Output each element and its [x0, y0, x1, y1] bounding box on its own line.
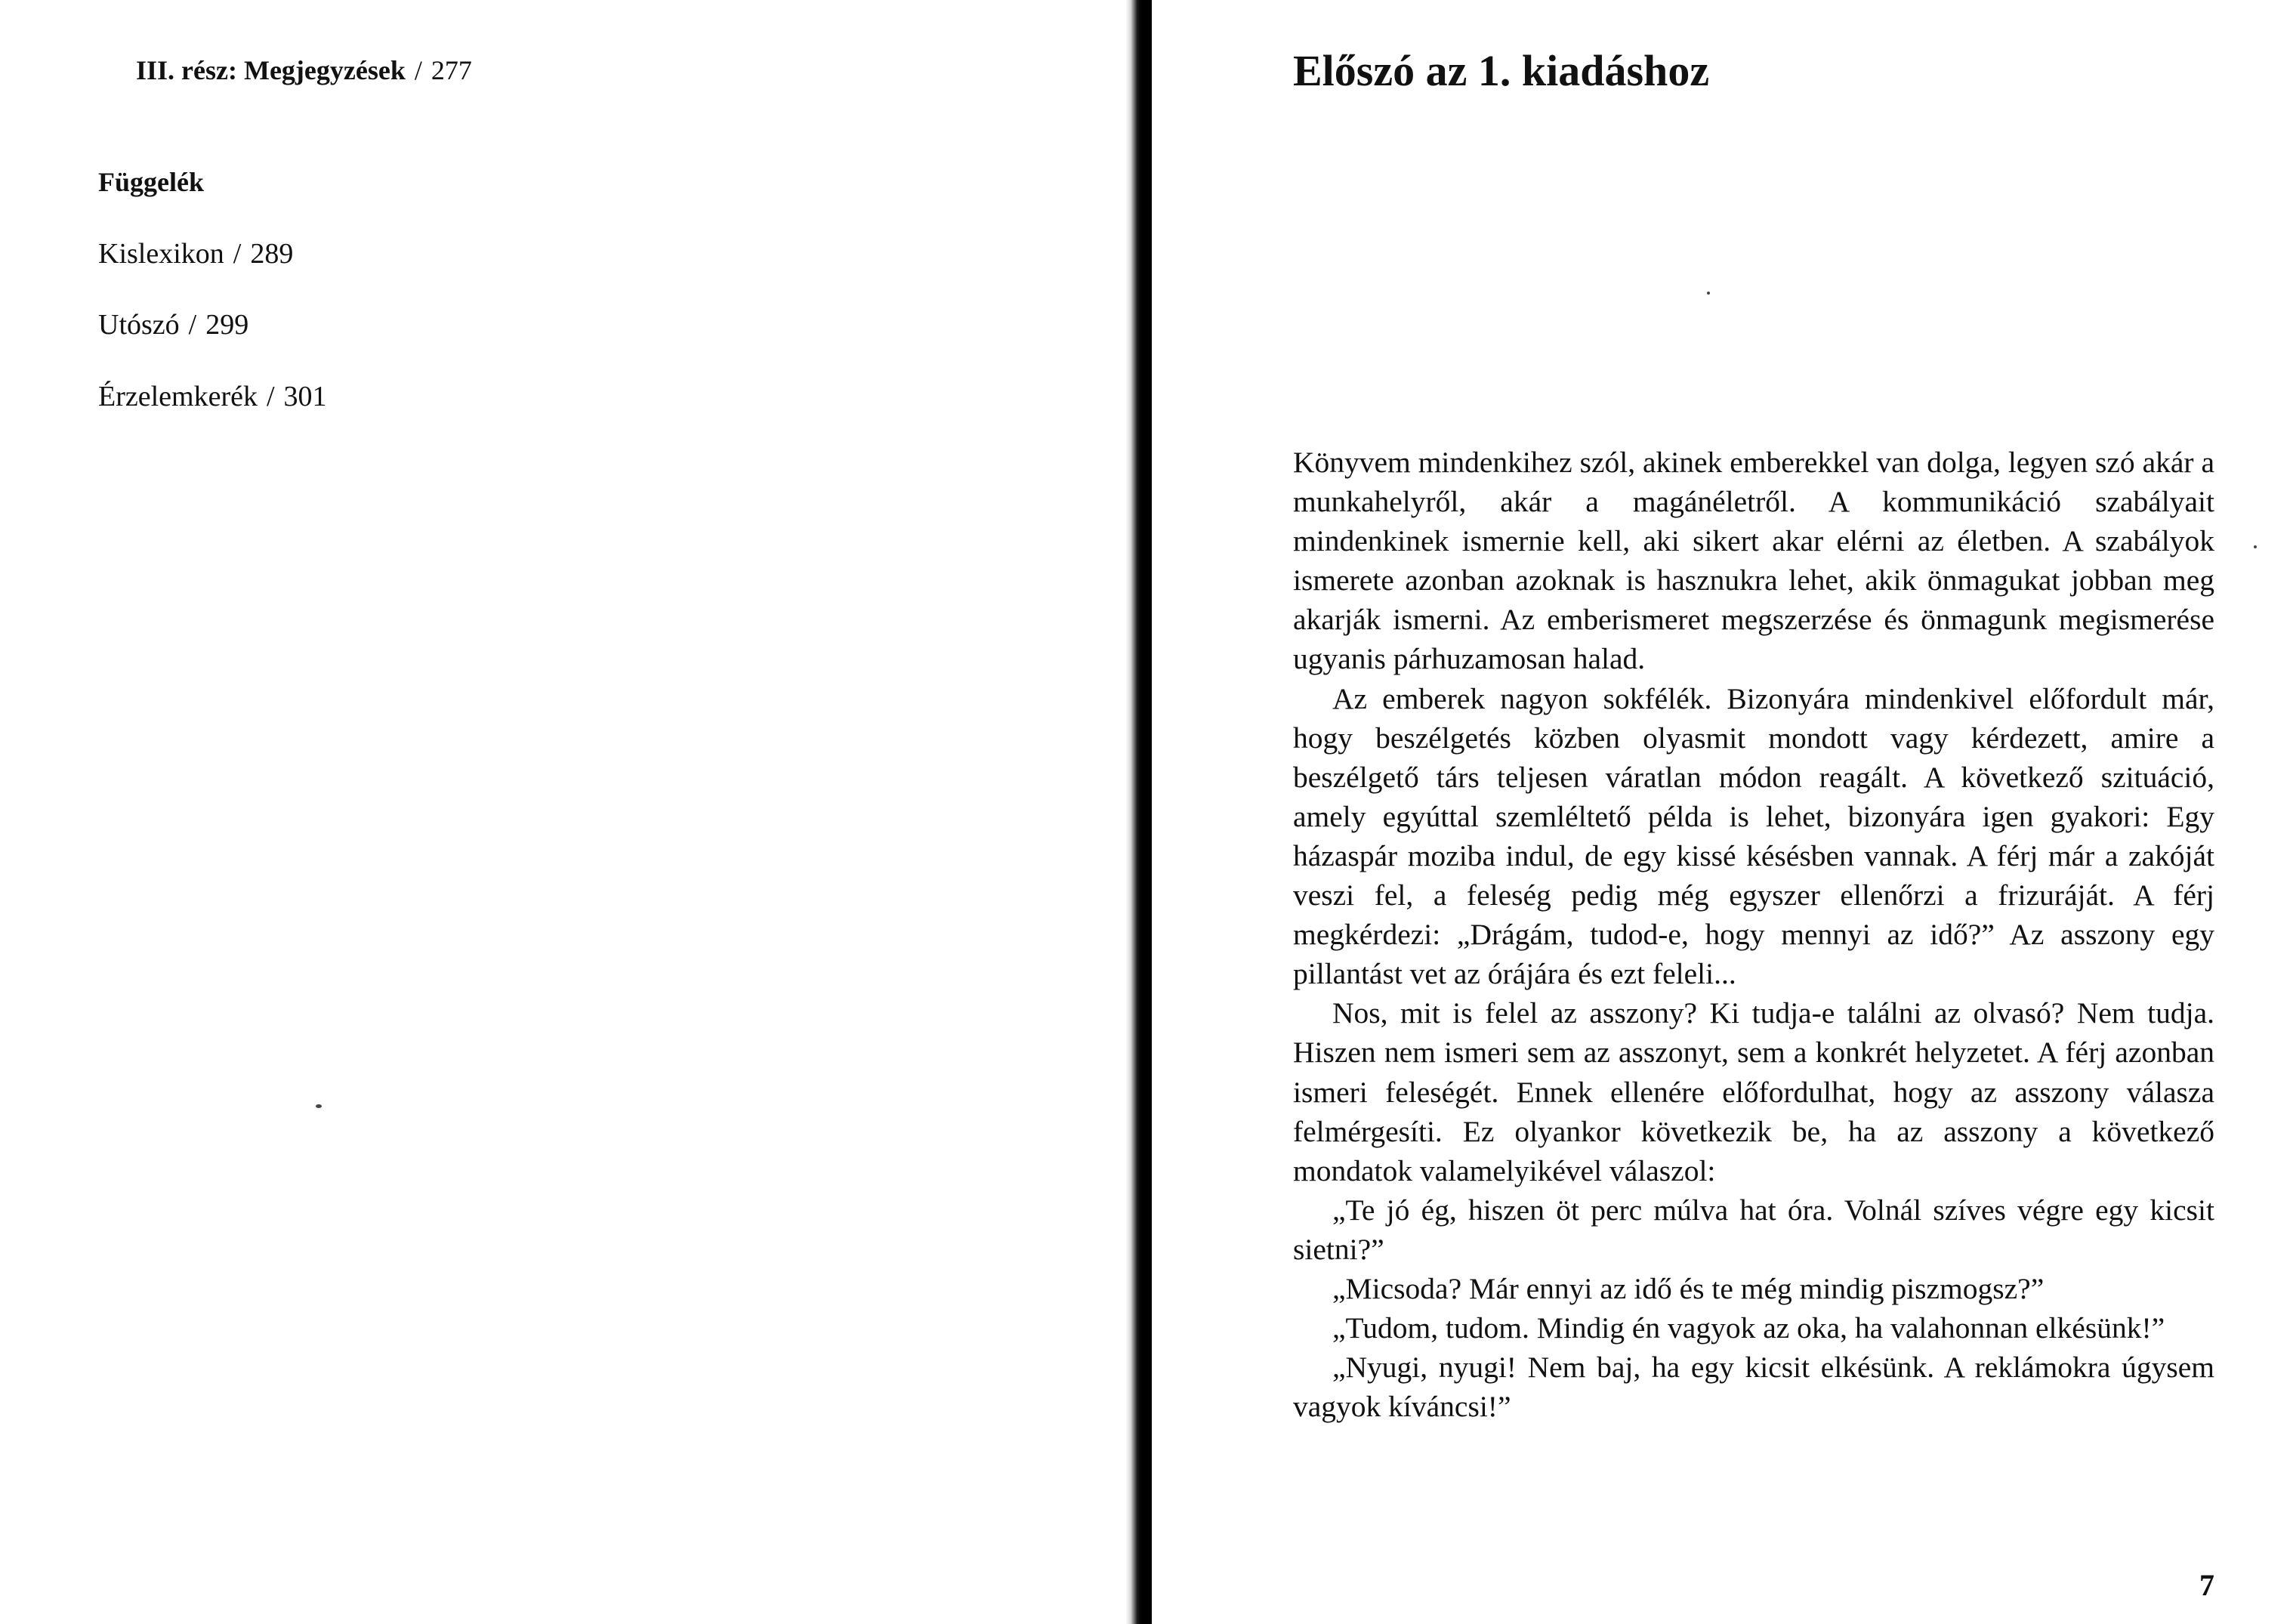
book-gutter-shadow: [1125, 0, 1152, 1624]
toc-entry-title: Kislexikon: [98, 238, 224, 270]
toc-separator: /: [233, 238, 242, 270]
toc-part-title: III. rész: Megjegyzések: [136, 55, 406, 85]
paragraph: Az emberek nagyon sokfélék. Bizonyára mindenkivel előfordult már, hogy beszélgetés közben olyasmit mondott vagy kérdezett, amire a beszélgető társ teljesen váratlan módon reagált. A következő szituáció, amely egyúttal szemléltető példa is lehet, bizonyára igen gyakori: Egy házaspár moziba indul, de egy kissé késésben vannak. A férj már a zakóját veszi fel, a feleség pedig még egyszer ellenőrzi a frizuráját. A férj megkérdezi: „Drágám, tudod-e, hogy mennyi az idő?” Az asszony egy pillantást vet az órájára és ezt feleli...: [1293, 681, 2214, 991]
right-page: [1152, 0, 2293, 1624]
left-page: [0, 0, 1125, 1624]
toc-part-header: [136, 54, 472, 86]
toc-separator: /: [414, 55, 422, 85]
toc-entry-title: Érzelemkerék: [98, 381, 258, 412]
toc-separator: /: [188, 309, 197, 341]
body-text: [1293, 443, 2214, 1426]
toc-entry-title: Utószó: [98, 309, 180, 341]
toc-entry: [98, 380, 327, 413]
toc-page-number: 277: [431, 55, 472, 85]
scan-speck: [1707, 292, 1710, 295]
page-number: 7: [2199, 1568, 2214, 1602]
toc-entry: [98, 308, 248, 341]
quote-paragraph: „Micsoda? Már ennyi az idő és te még mindig piszmogsz?”: [1332, 1271, 2045, 1305]
quote-paragraph: „Te jó ég, hiszen öt perc múlva hat óra. Volnál szíves végre egy kicsit sietni?”: [1293, 1193, 2214, 1266]
toc-section-title: Függelék: [98, 167, 204, 197]
toc-page-number: 299: [205, 309, 249, 341]
quote-paragraph: „Nyugi, nyugi! Nem baj, ha egy kicsit elkésünk. A reklámokra úgysem vagyok kíváncsi!”: [1293, 1351, 2214, 1424]
toc-page-number: 289: [250, 238, 294, 270]
toc-page-number: 301: [283, 381, 327, 412]
scan-speck: [316, 1104, 322, 1108]
toc-separator: /: [266, 381, 275, 412]
chapter-title: Előszó az 1. kiadáshoz: [1293, 46, 1710, 95]
paragraph: Nos, mit is felel az asszony? Ki tudja-e találni az olvasó? Nem tudja. Hiszen nem ismeri sem az asszonyt, sem a konkrét helyzetet. A férj azonban ismeri feleségét. Ennek ellenére előfordulhat, hogy az asszony válasza felmérgesíti. Ez olyankor következik be, ha az asszony a következő mondatok valamelyikével válaszol:: [1293, 996, 2214, 1187]
scan-speck: [2254, 545, 2257, 548]
toc-entry: [98, 237, 293, 270]
quote-paragraph: „Tudom, tudom. Mindig én vagyok az oka, ha valahonnan elkésünk!”: [1332, 1311, 2165, 1345]
paragraph: Könyvem mindenkihez szól, akinek emberekkel van dolga, legyen szó akár a munkahelyről, akár a magánéletről. A kommunikáció szabályait mindenkinek ismernie kell, aki sikert akar elérni az életben. A szabályok ismerete azonban azoknak is hasznukra lehet, akik önmagukat jobban meg akarják ismerni. Az emberismeret megszerzése és önmagunk megismerése ugyanis párhuzamosan halad.: [1293, 446, 2214, 676]
